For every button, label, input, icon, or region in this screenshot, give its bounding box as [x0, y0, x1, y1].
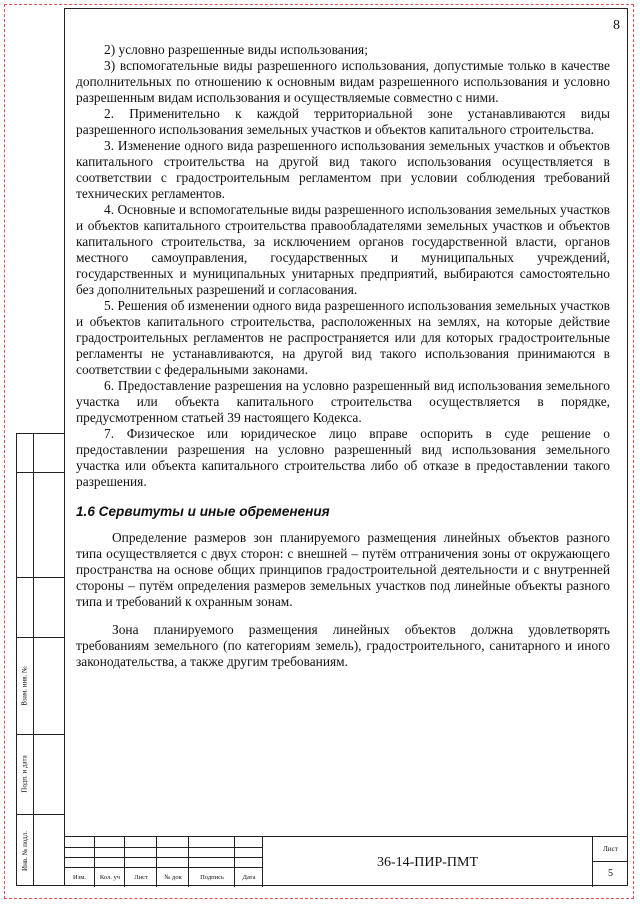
- paragraph: 4. Основные и вспомогательные виды разрешенного использования земельных участков и объектов капитального строительства правообладателями земельных участков и объектов капитального строительства, за исключением органов государственной власти, органов местного самоуправления, государственных и муниципальных учреждений, государственных и муниципальных унитарных предприятий, выбираются самостоятельно без дополнительных разрешений и согласования.: [76, 202, 610, 297]
- stamp-col-label: Изм.: [73, 874, 86, 881]
- sheet-label: Лист: [603, 845, 618, 853]
- stamp-col-label: Подпись: [200, 874, 224, 881]
- paragraph: 3) вспомогательные виды разрешенного использования, допустимые только в качестве дополнительных по отношению к основным видам разрешенного использования и условно разрешенным видам использования и осуществляемые совместно с ними.: [76, 58, 610, 105]
- stamp-col-label: Лист: [134, 874, 148, 881]
- stamp-col-label: Кол. уч: [99, 874, 121, 881]
- document-code: 36-14-ПИР-ПМТ: [376, 855, 479, 870]
- paragraph: 2) условно разрешенные виды использования;: [104, 42, 368, 57]
- sheet-number: 5: [608, 868, 613, 879]
- label-sign-date: Подп. и дата: [21, 755, 29, 793]
- title-block: [64, 836, 628, 886]
- label-inv-orig: Инв. № подл.: [21, 830, 30, 871]
- stamp-col-label: № док: [164, 874, 182, 881]
- stamp-col-label: Дата: [242, 874, 256, 881]
- section-heading: 1.6 Сервитуты и иные обременения: [76, 504, 330, 519]
- left-stamp-strip: [16, 433, 65, 886]
- paragraph: 5. Решения об изменении одного вида разрешенного использования земельных участков и объектов капитального строительства, расположенных на землях, на которые действие градостроительных регламентов не распространяется или для которых градостроительные регламенты не устанавливаются, на другой вид такого использования принимаются в соответствии с федеральными законами.: [76, 298, 610, 377]
- paragraph: 3. Изменение одного вида разрешенного использования земельных участков и объектов капитального строительства на другой вид такого использования осуществляется в соответствии с градостроительным регламентом при условии соблюдения требований технических регламентов.: [76, 138, 610, 201]
- paragraph: 7. Физическое или юридическое лицо вправе оспорить в суде решение о предоставлении разрешения на условно разрешенный вид использования земельного участка или объекта капитального строительства либо об отказе в предоставлении такого разрешения.: [76, 426, 610, 489]
- sheet-box: [592, 837, 628, 887]
- document-body: [76, 42, 610, 670]
- paragraph: Зона планируемого размещения линейных объектов должна удовлетворять требованиям земельного (по категориям земель), градостроительного, санитарного и иного законодательства, а также другим требованиям.: [76, 622, 610, 669]
- label-replace-inv: Взам. инв. №: [21, 665, 30, 706]
- paragraph: Определение размеров зон планируемого размещения линейных объектов разного типа осуществляется с двух сторон: с внешней – путём отграничения зоны от окружающего пространства на основе общих принципов градостроительной деятельности и с внутренней стороны – путём определения размеров земельных участков под линейные объекты разного типа и требований к охранным зонам.: [76, 530, 610, 609]
- paragraph: 2. Применительно к каждой территориальной зоне устанавливаются виды разрешенного использования земельных участков и объектов капитального строительства.: [76, 106, 610, 137]
- paragraph: 6. Предоставление разрешения на условно разрешенный вид использования земельного участка или объекта капитального строительства осуществляется в порядке, предусмотренном статьей 39 настоящего Кодекса.: [76, 378, 610, 425]
- page-number: 8: [613, 18, 620, 33]
